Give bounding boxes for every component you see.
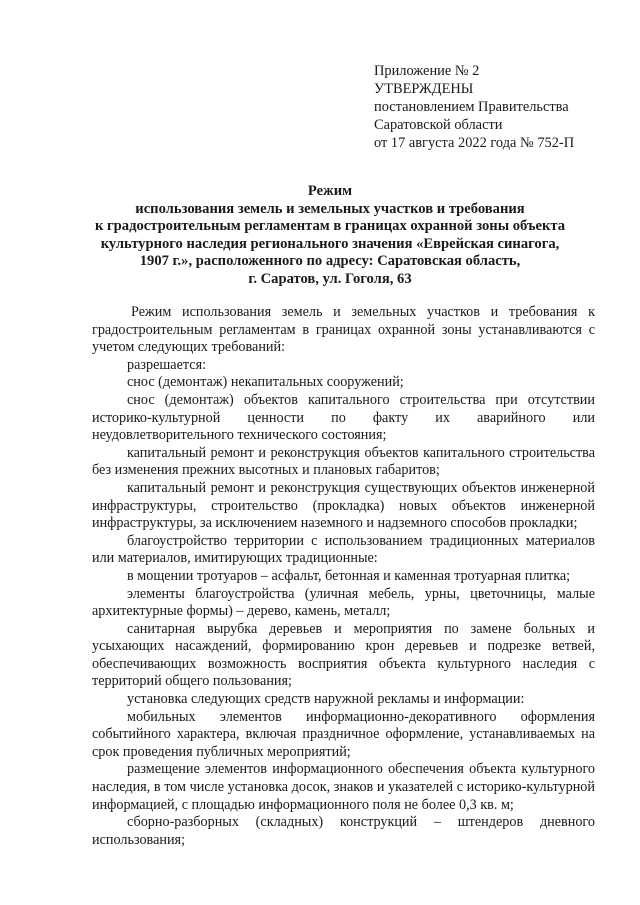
title-line: Режим [307,183,353,199]
body-paragraph: санитарная вырубка деревьев и мероприятия по замене больных и усыхающих насаждений, формированию крон деревьев и подрезке ветвей, обеспечивающих возможность восприятия объекта культурного наследия с территорий общего пользования; [92,620,595,690]
title-line: к градостроительным регламентам в границах охранной зоны объекта [94,218,566,235]
body-paragraph: благоустройство территории с использованием традиционных материалов или материалов, имитирующих традиционные: [92,532,595,567]
title-line: культурного наследия регионального значения «Еврейская синагога, [100,235,560,252]
body-paragraph: в мощении тротуаров – асфальт, бетонная и каменная тротуарная плитка; [127,567,571,584]
body-paragraph: разрешается: [127,356,207,373]
body-paragraph: элементы благоустройства (уличная мебель, урны, цветочницы, малые архитектурные формы) – дерево, камень, металл; [92,585,595,620]
approval-line: постановлением Правительства [374,99,569,115]
body-paragraph: снос (демонтаж) объектов капитального строительства при отсутствии историко-культурной ценности по факту их аварийного или неудовлетворительного технического состояния; [92,391,595,444]
title-line: использования земель и земельных участков и требования [135,200,525,217]
document-body [92,304,595,849]
approval-line: Саратовской области [374,117,503,133]
body-paragraph: размещение элементов информационного обеспечения объекта культурного наследия, в том числе установка досок, знаков и указателей с историко-культурной информацией, с площадью информационного поля не более 0,3 кв. м; [92,761,595,813]
title-line: г. Саратов, ул. Гоголя, 63 [248,270,412,287]
approval-header [374,62,624,152]
body-paragraph: установка следующих средств наружной рекламы и информации: [127,691,525,708]
body-paragraph: капитальный ремонт и реконструкция существующих объектов инженерной инфраструктуры, строительство (прокладка) новых объектов инженерной инфраструктуры, за исключением наземного и надземного способов прокладки; [92,479,595,532]
approved-label: УТВЕРЖДЕНЫ [374,81,474,97]
approval-line: от 17 августа 2022 года № 752-П [374,135,575,151]
appendix-label: Приложение № 2 [374,63,480,79]
body-paragraph: мобильных элементов информационно-декоративного оформления событийного характера, включая праздничное оформление, устанавливаемых на срок проведения публичных мероприятий; [92,708,595,760]
title-line: 1907 г.», расположенного по адресу: Саратовская область, [139,253,521,270]
body-paragraph: Режим использования земель и земельных участков и требования к градостроительным регламентам в границах охранной зоны устанавливаются с учетом следующих требований: [92,304,595,356]
body-paragraph: сборно-разборных (складных) конструкций – штендеров дневного использования; [92,814,595,848]
body-paragraph: капитальный ремонт и реконструкция объектов капитального строительства без изменения прежних высотных и плановых габаритов; [92,444,595,479]
document-title [80,183,580,289]
body-paragraph: снос (демонтаж) некапитальных сооружений; [127,374,404,391]
